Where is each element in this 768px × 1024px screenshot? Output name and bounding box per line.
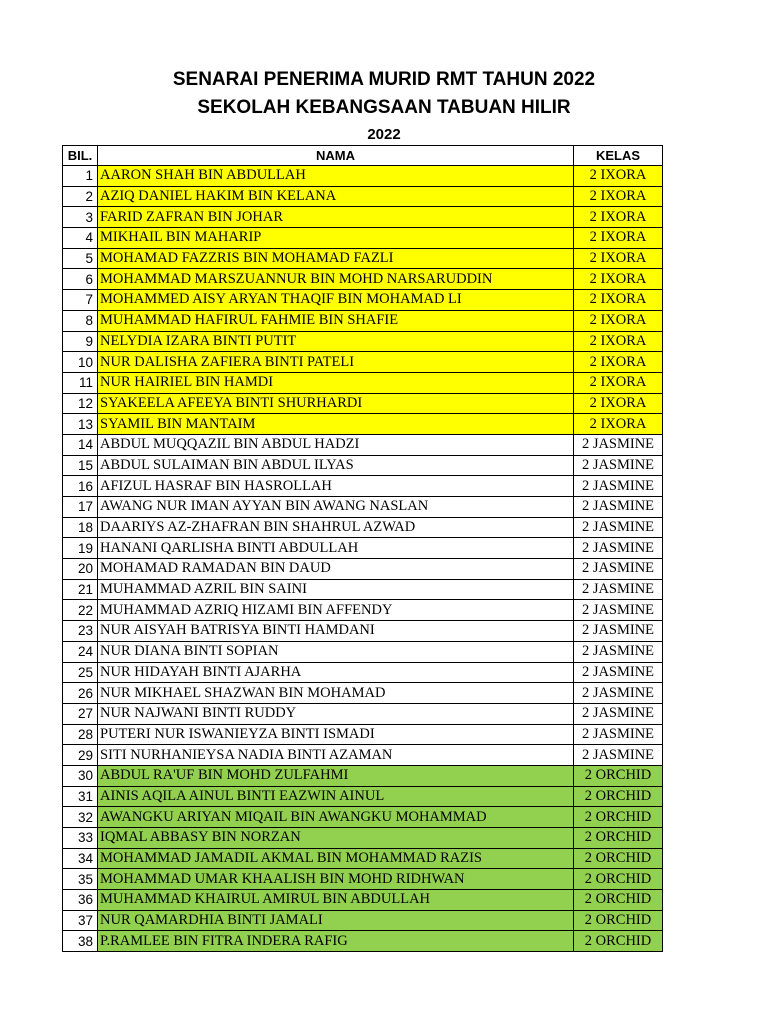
row-number-cell: 12 — [63, 393, 98, 414]
student-name-cell: MUHAMMAD AZRIQ HIZAMI BIN AFFENDY — [98, 600, 574, 621]
class-cell: 2 JASMINE — [574, 434, 663, 455]
student-name-cell: AINIS AQILA AINUL BINTI EAZWIN AINUL — [98, 786, 574, 807]
class-cell: 2 JASMINE — [574, 497, 663, 518]
table-header-row — [63, 146, 663, 166]
class-cell: 2 IXORA — [574, 290, 663, 311]
student-name-cell: AFIZUL HASRAF BIN HASROLLAH — [98, 476, 574, 497]
class-cell: 2 IXORA — [574, 228, 663, 249]
table-row — [63, 476, 663, 497]
row-number-cell: 6 — [63, 269, 98, 290]
row-number-cell: 13 — [63, 414, 98, 435]
table-row — [63, 310, 663, 331]
row-number-cell: 5 — [63, 248, 98, 269]
student-name-cell: NUR MIKHAEL SHAZWAN BIN MOHAMAD — [98, 683, 574, 704]
table-row — [63, 538, 663, 559]
class-cell: 2 IXORA — [574, 269, 663, 290]
table-row — [63, 207, 663, 228]
row-number-cell: 10 — [63, 352, 98, 373]
student-name-cell: SYAKEELA AFEEYA BINTI SHURHARDI — [98, 393, 574, 414]
class-cell: 2 JASMINE — [574, 662, 663, 683]
student-name-cell: NUR HIDAYAH BINTI AJARHA — [98, 662, 574, 683]
row-number-cell: 15 — [63, 455, 98, 476]
class-cell: 2 IXORA — [574, 310, 663, 331]
table-row — [63, 331, 663, 352]
student-name-cell: NUR HAIRIEL BIN HAMDI — [98, 372, 574, 393]
table-row — [63, 434, 663, 455]
table-row — [63, 890, 663, 911]
row-number-cell: 27 — [63, 703, 98, 724]
table-row — [63, 662, 663, 683]
table-row — [63, 290, 663, 311]
class-cell: 2 JASMINE — [574, 476, 663, 497]
table-row — [63, 455, 663, 476]
class-cell: 2 IXORA — [574, 331, 663, 352]
student-name-cell: NUR QAMARDHIA BINTI JAMALI — [98, 910, 574, 931]
table-row — [63, 352, 663, 373]
student-name-cell: MOHAMMAD JAMADIL AKMAL BIN MOHAMMAD RAZIS — [98, 848, 574, 869]
class-cell: 2 JASMINE — [574, 621, 663, 642]
class-cell: 2 JASMINE — [574, 538, 663, 559]
class-cell: 2 JASMINE — [574, 683, 663, 704]
student-name-cell: NUR DALISHA ZAFIERA BINTI PATELI — [98, 352, 574, 373]
row-number-cell: 3 — [63, 207, 98, 228]
row-number-cell: 23 — [63, 621, 98, 642]
document-header — [0, 66, 768, 146]
class-cell: 2 IXORA — [574, 352, 663, 373]
student-name-cell: ABDUL SULAIMAN BIN ABDUL ILYAS — [98, 455, 574, 476]
row-number-cell: 1 — [63, 166, 98, 187]
column-header-nama: NAMA — [98, 146, 574, 166]
table-row — [63, 931, 663, 952]
class-cell: 2 IXORA — [574, 248, 663, 269]
class-cell: 2 IXORA — [574, 393, 663, 414]
table-row — [63, 641, 663, 662]
class-cell: 2 ORCHID — [574, 910, 663, 931]
class-cell: 2 JASMINE — [574, 517, 663, 538]
row-number-cell: 4 — [63, 228, 98, 249]
row-number-cell: 7 — [63, 290, 98, 311]
row-number-cell: 11 — [63, 372, 98, 393]
table-row — [63, 414, 663, 435]
table-row — [63, 559, 663, 580]
row-number-cell: 22 — [63, 600, 98, 621]
class-cell: 2 ORCHID — [574, 786, 663, 807]
class-cell: 2 ORCHID — [574, 848, 663, 869]
student-name-cell: MOHAMAD RAMADAN BIN DAUD — [98, 559, 574, 580]
student-name-cell: MOHAMMAD UMAR KHAALISH BIN MOHD RIDHWAN — [98, 869, 574, 890]
class-cell: 2 ORCHID — [574, 828, 663, 849]
class-cell: 2 JASMINE — [574, 724, 663, 745]
class-cell: 2 ORCHID — [574, 931, 663, 952]
student-name-cell: SITI NURHANIEYSA NADIA BINTI AZAMAN — [98, 745, 574, 766]
student-name-cell: FARID ZAFRAN BIN JOHAR — [98, 207, 574, 228]
student-name-cell: MUHAMMAD HAFIRUL FAHMIE BIN SHAFIE — [98, 310, 574, 331]
student-name-cell: AWANGKU ARIYAN MIQAIL BIN AWANGKU MOHAMMAD — [98, 807, 574, 828]
table-row — [63, 166, 663, 187]
table-row — [63, 848, 663, 869]
row-number-cell: 37 — [63, 910, 98, 931]
table-row — [63, 745, 663, 766]
table-row — [63, 269, 663, 290]
student-name-cell: P.RAMLEE BIN FITRA INDERA RAFIG — [98, 931, 574, 952]
row-number-cell: 28 — [63, 724, 98, 745]
row-number-cell: 29 — [63, 745, 98, 766]
student-name-cell: MIKHAIL BIN MAHARIP — [98, 228, 574, 249]
class-cell: 2 IXORA — [574, 207, 663, 228]
row-number-cell: 36 — [63, 890, 98, 911]
class-cell: 2 ORCHID — [574, 869, 663, 890]
student-name-cell: SYAMIL BIN MANTAIM — [98, 414, 574, 435]
student-name-cell: MOHAMMED AISY ARYAN THAQIF BIN MOHAMAD LI — [98, 290, 574, 311]
table-row — [63, 372, 663, 393]
student-name-cell: AARON SHAH BIN ABDULLAH — [98, 166, 574, 187]
student-name-cell: IQMAL ABBASY BIN NORZAN — [98, 828, 574, 849]
class-cell: 2 IXORA — [574, 166, 663, 187]
student-name-cell: PUTERI NUR ISWANIEYZA BINTI ISMADI — [98, 724, 574, 745]
student-name-cell: MOHAMAD FAZZRIS BIN MOHAMAD FAZLI — [98, 248, 574, 269]
row-number-cell: 14 — [63, 434, 98, 455]
student-name-cell: ABDUL RA'UF BIN MOHD ZULFAHMI — [98, 765, 574, 786]
class-cell: 2 JASMINE — [574, 600, 663, 621]
table-row — [63, 786, 663, 807]
class-cell: 2 IXORA — [574, 414, 663, 435]
class-cell: 2 JASMINE — [574, 703, 663, 724]
table-body — [63, 166, 663, 952]
table-row — [63, 248, 663, 269]
student-name-cell: MOHAMMAD MARSZUANNUR BIN MOHD NARSARUDDIN — [98, 269, 574, 290]
table-row — [63, 579, 663, 600]
year-label: 2022 — [367, 126, 401, 143]
row-number-cell: 9 — [63, 331, 98, 352]
row-number-cell: 38 — [63, 931, 98, 952]
table-row — [63, 807, 663, 828]
class-cell: 2 JASMINE — [574, 455, 663, 476]
row-number-cell: 33 — [63, 828, 98, 849]
row-number-cell: 31 — [63, 786, 98, 807]
row-number-cell: 25 — [63, 662, 98, 683]
document-title: SENARAI PENERIMA MURID RMT TAHUN 2022 — [172, 69, 596, 90]
row-number-cell: 8 — [63, 310, 98, 331]
table-row — [63, 910, 663, 931]
school-name: SEKOLAH KEBANGSAAN TABUAN HILIR — [197, 97, 571, 118]
class-cell: 2 ORCHID — [574, 765, 663, 786]
row-number-cell: 26 — [63, 683, 98, 704]
table-row — [63, 869, 663, 890]
class-cell: 2 JASMINE — [574, 559, 663, 580]
row-number-cell: 34 — [63, 848, 98, 869]
class-cell: 2 JASMINE — [574, 579, 663, 600]
class-cell: 2 ORCHID — [574, 890, 663, 911]
class-cell: 2 ORCHID — [574, 807, 663, 828]
table-row — [63, 517, 663, 538]
student-name-cell: MUHAMMAD KHAIRUL AMIRUL BIN ABDULLAH — [98, 890, 574, 911]
table-row — [63, 828, 663, 849]
row-number-cell: 18 — [63, 517, 98, 538]
row-number-cell: 32 — [63, 807, 98, 828]
class-cell: 2 JASMINE — [574, 641, 663, 662]
row-number-cell: 17 — [63, 497, 98, 518]
student-name-cell: ABDUL MUQQAZIL BIN ABDUL HADZI — [98, 434, 574, 455]
student-name-cell: DAARIYS AZ-ZHAFRAN BIN SHAHRUL AZWAD — [98, 517, 574, 538]
student-table — [62, 145, 663, 952]
student-name-cell: HANANI QARLISHA BINTI ABDULLAH — [98, 538, 574, 559]
student-name-cell: AZIQ DANIEL HAKIM BIN KELANA — [98, 186, 574, 207]
table-row — [63, 765, 663, 786]
table-row — [63, 393, 663, 414]
table-row — [63, 186, 663, 207]
table-row — [63, 600, 663, 621]
table-row — [63, 497, 663, 518]
table-row — [63, 703, 663, 724]
class-cell: 2 IXORA — [574, 372, 663, 393]
student-name-cell: NUR NAJWANI BINTI RUDDY — [98, 703, 574, 724]
student-name-cell: AWANG NUR IMAN AYYAN BIN AWANG NASLAN — [98, 497, 574, 518]
student-name-cell: MUHAMMAD AZRIL BIN SAINI — [98, 579, 574, 600]
row-number-cell: 16 — [63, 476, 98, 497]
student-name-cell: NELYDIA IZARA BINTI PUTIT — [98, 331, 574, 352]
column-header-bil: BIL. — [63, 146, 98, 166]
table-row — [63, 683, 663, 704]
table-row — [63, 621, 663, 642]
row-number-cell: 35 — [63, 869, 98, 890]
table-row — [63, 228, 663, 249]
row-number-cell: 30 — [63, 765, 98, 786]
row-number-cell: 24 — [63, 641, 98, 662]
table-row — [63, 724, 663, 745]
row-number-cell: 21 — [63, 579, 98, 600]
row-number-cell: 19 — [63, 538, 98, 559]
row-number-cell: 20 — [63, 559, 98, 580]
student-name-cell: NUR DIANA BINTI SOPIAN — [98, 641, 574, 662]
row-number-cell: 2 — [63, 186, 98, 207]
class-cell: 2 JASMINE — [574, 745, 663, 766]
class-cell: 2 IXORA — [574, 186, 663, 207]
student-name-cell: NUR AISYAH BATRISYA BINTI HAMDANI — [98, 621, 574, 642]
column-header-kelas: KELAS — [574, 146, 663, 166]
